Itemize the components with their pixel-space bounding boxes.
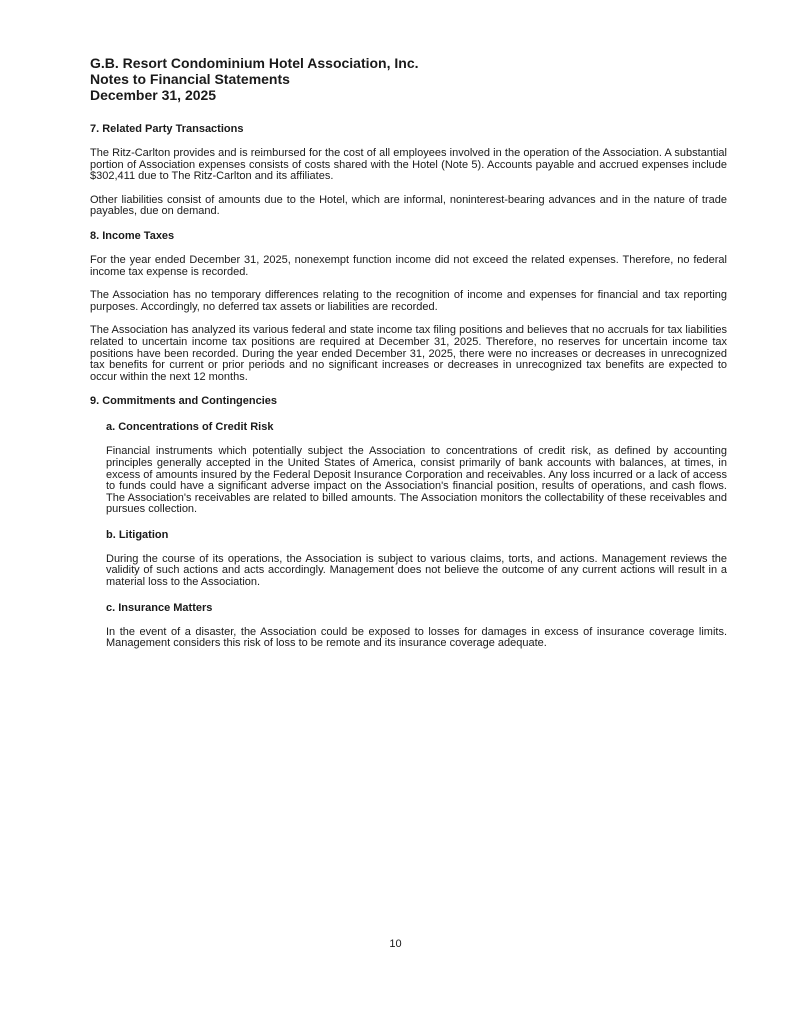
section-7-paragraph-2: Other liabilities consist of amounts due to the Hotel, which are informal, noninterest-bearing advances and in the nature of trade payables, due on demand. (90, 193, 727, 218)
subsection-c-paragraph: In the event of a disaster, the Association could be exposed to losses for damages in excess of insurance coverage limits. Management considers this risk of loss to be remote and its insurance coverage adequate. (106, 625, 727, 650)
section-7-paragraph-1: The Ritz-Carlton provides and is reimbursed for the cost of all employees involved in the operation of the Association. A substantial portion of Association expenses consists of costs shared with the Hotel (Note 5). Accounts payable and accrued expenses include $302,411 due to The Ritz-Carlton and its affiliates. (90, 147, 727, 183)
statement-title: Notes to Financial Statements (90, 71, 290, 87)
section-8-paragraph-2: The Association has no temporary differences relating to the recognition of income and expenses for financial and tax reporting purposes. Accordingly, no deferred tax assets or liabilities are recorded. (90, 289, 727, 313)
subsection-a-heading: a. Concentrations of Credit Risk (106, 421, 274, 434)
subsection-a-paragraph: Financial instruments which potentially subject the Association to concentrations of credit risk, as defined by accounting principles generally accepted in the United States of America, consist primarily of bank accounts with balances, at times, in excess of amounts insured by the Federal Deposit Insurance Corporation and receivables. Any loss incurred or a lack of access to funds could have a significant adverse impact on the Association's financial position, results of operations, and cash flows. The Association's receivables are related to billed amounts. The Association monitors the collectability of these receivables and pursues collection. (106, 445, 727, 516)
statement-date: December 31, 2025 (90, 87, 217, 103)
subsection-c-heading: c. Insurance Matters (106, 601, 213, 614)
section-8-paragraph-1: For the year ended December 31, 2025, nonexempt function income did not exceed the related expenses. Therefore, no federal income tax expense is recorded. (90, 253, 727, 278)
section-8-heading: 8. Income Taxes (90, 229, 175, 242)
document-page (90, 55, 727, 650)
page-number: 10 (389, 938, 402, 950)
subsection-b-paragraph: During the course of its operations, the Association is subject to various claims, torts, and actions. Management reviews the validity of such actions and acts accordingly. Management does not believe the outcome of any current actions will result in a material loss to the Association. (106, 552, 727, 589)
section-8-paragraph-3: The Association has analyzed its various federal and state income tax filing positions and believes that no accruals for tax liabilities related to uncertain income tax positions are required at December 31, 2025. Therefore, no reserves for uncertain income tax positions have been recorded. During the year ended December 31, 2025, there were no increases or decreases in unrecognized tax benefits for current or prior periods and no significant increases or decreases in unrecognized tax benefits are expected to occur within the next 12 months. (90, 324, 727, 383)
subsection-b-heading: b. Litigation (106, 528, 169, 541)
document-header (90, 55, 727, 103)
section-9-heading: 9. Commitments and Contingencies (90, 395, 278, 408)
entity-name: G.B. Resort Condominium Hotel Association, Inc. (90, 55, 419, 71)
section-7-heading: 7. Related Party Transactions (90, 123, 244, 135)
